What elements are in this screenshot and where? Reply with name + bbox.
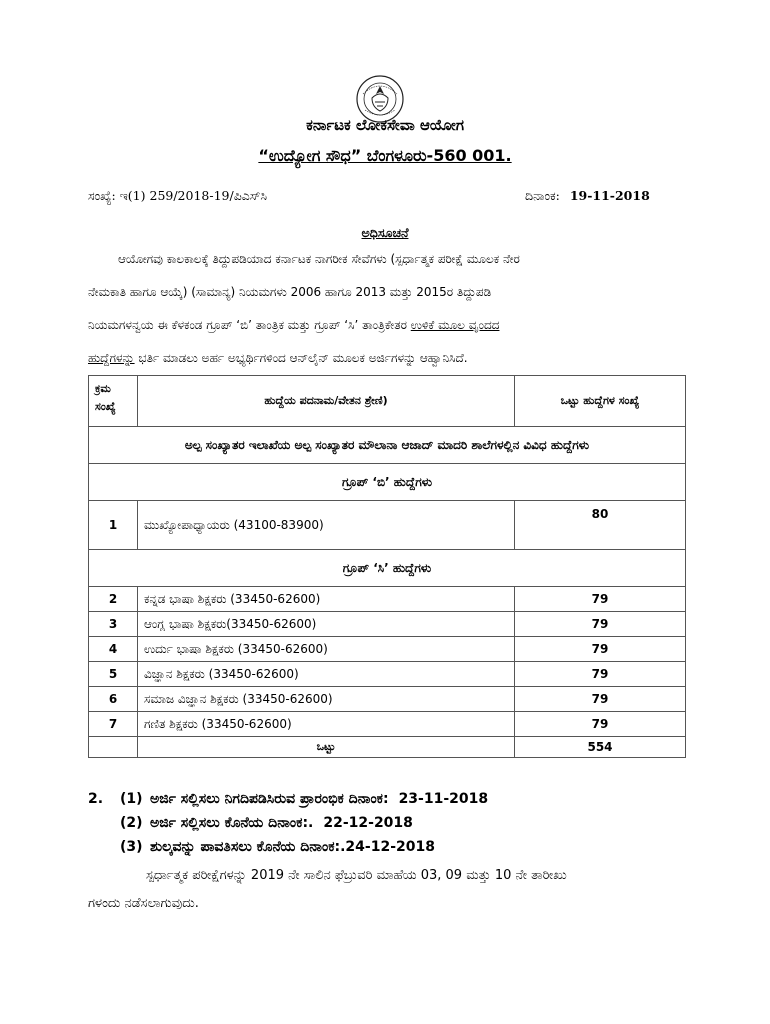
body-line: ನಿಯಮಗಳನ್ವಯ ಈ ಕೆಳಕಂಡ ಗ್ರೂಪ್ ‘ಬಿ’ ತಾಂತ್ರಿಕ ಮತ್ತು ಗ್ರೂಪ್ ‘ಸಿ’ ತಾಂತ್ರಿಕೇತರ ಉಳಿಕೆ ಮೂಲ ವೃಂದದ — [88, 318, 500, 332]
reference-number: ಸಂಖ್ಯೆ: ಇ(1) 259/2018-19/ಪಿಎಸ್‌ಸಿ — [88, 188, 268, 203]
body-line: ಹುದ್ದೆಗಳನ್ನು ಭರ್ತಿ ಮಾಡಲು ಅರ್ಹ ಅಭ್ಯರ್ಥಿಗಳಿಂದ ಆನ್‌ಲೈನ್ ಮೂಲಕ ಅರ್ಜಿಗಳನ್ನು ಆಹ್ವಾನಿಸಿದೆ. — [88, 351, 468, 365]
total-label: ಒಟ್ಟು — [138, 737, 515, 758]
organization-name: ಕರ್ನಾಟಕ ಲೋಕಸೇವಾ ಆಯೋಗ — [306, 116, 464, 134]
date-value: 19-11-2018 — [569, 188, 650, 203]
important-dates — [88, 788, 488, 860]
last-date-value: 22-12-2018 — [323, 815, 413, 831]
table-row: 5 ವಿಜ್ಞಾನ ಶಿಕ್ಷಕರು (33450-62600) 79 — [89, 662, 686, 687]
posts-table — [88, 375, 686, 758]
date-label: ದಿನಾಂಕ: — [525, 188, 560, 203]
fee-date-value: 24-12-2018 — [345, 839, 435, 855]
table-row: 1 ಮುಖ್ಯೋಪಾಧ್ಯಾಯರು (43100-83900) 80 — [89, 501, 686, 550]
table-row: 2 ಕನ್ನಡ ಭಾಷಾ ಶಿಕ್ಷಕರು (33450-62600) 79 — [89, 587, 686, 612]
table-header-row — [89, 376, 686, 427]
start-date-value: 23-11-2018 — [398, 791, 489, 807]
header-post-name: ಹುದ್ದೆಯ ಪದನಾಮ/ವೇತನ ಶ್ರೇಣಿ) — [138, 376, 515, 427]
table-row: 6 ಸಮಾಜ ವಿಜ್ಞಾನ ಶಿಕ್ಷಕರು (33450-62600) 79 — [89, 687, 686, 712]
table-row: 3 ಆಂಗ್ಲ ಭಾಷಾ ಶಿಕ್ಷಕರು(33450-62600) 79 — [89, 612, 686, 637]
date-item: (3) ಶುಲ್ಕವನ್ನು ಪಾವತಿಸಲು ಕೊನೆಯ ದಿನಾಂಕ:.24-12-2018 — [120, 839, 435, 855]
date-item: (2) ಅರ್ಜಿ ಸಲ್ಲಿಸಲು ಕೊನೆಯ ದಿನಾಂಕ:. 22-12-2018 — [120, 815, 413, 831]
exam-note: ಸ್ಪರ್ಧಾತ್ಮಕ ಪರೀಕ್ಷೆಗಳನ್ನು 2019 ನೇ ಸಾಲಿನ ಫೆಬ್ರುವರಿ ಮಾಹೆಯ 03, 09 ಮತ್ತು 10 ನೇ ತಾರೀಖು ಗಳಂದು ನಡೆಸಲಾಗುವುದು. — [88, 868, 567, 911]
body-line: ಆಯೋಗವು ಕಾಲಕಾಲಕ್ಕೆ ತಿದ್ದುಪಡಿಯಾದ ಕರ್ನಾಟಕ ನಾಗರೀಕ ಸೇವೆಗಳು (ಸ್ಪರ್ಧಾತ್ಮಕ ಪರೀಕ್ಷೆ ಮೂಲಕ ನೇರ — [118, 252, 520, 266]
group-b-row: ಗ್ರೂಪ್ ‘ಬಿ’ ಹುದ್ದೆಗಳು — [89, 464, 686, 501]
header-post-count: ಒಟ್ಟು ಹುದ್ದೆಗಳ ಸಂಖ್ಯೆ — [515, 376, 686, 427]
organization-address: “ಉದ್ಯೋಗ ಸೌಧ” ಬೆಂಗಳೂರು-560 001. — [258, 146, 512, 165]
table-row: 4 ಉರ್ದು ಭಾಷಾ ಶಿಕ್ಷಕರು (33450-62600) 79 — [89, 637, 686, 662]
total-row — [89, 737, 686, 758]
date-item: 2. (1) ಅರ್ಜಿ ಸಲ್ಲಿಸಲು ನಿಗದಿಪಡಿಸಿರುವ ಪ್ರಾರಂಭಿಕ ದಿನಾಂಕ: 23-11-2018 — [88, 791, 489, 807]
total-value: 554 — [515, 737, 686, 758]
notification-title: ಅಧಿಸೂಚನೆ — [361, 225, 409, 240]
notification-body — [88, 243, 684, 375]
table-row: 7 ಗಣಿತ ಶಿಕ್ಷಕರು (33450-62600) 79 — [89, 712, 686, 737]
body-line: ನೇಮಕಾತಿ ಹಾಗೂ ಆಯ್ಕೆ) (ಸಾಮಾನ್ಯ) ನಿಯಮಗಳು 2006 ಹಾಗೂ 2013 ಮತ್ತು 2015ರ ತಿದ್ದುಪಡಿ — [88, 285, 492, 299]
document-date — [525, 188, 650, 204]
department-row: ಅಲ್ಪ ಸಂಖ್ಯಾತರ ಇಲಾಖೆಯ ಅಲ್ಪ ಸಂಖ್ಯಾತರ ಮೌಲಾನಾ ಆಜಾದ್ ಮಾದರಿ ಶಾಲೆಗಳಲ್ಲಿನ ವಿವಿಧ ಹುದ್ದೆಗಳು — [89, 427, 686, 464]
group-c-row: ಗ್ರೂಪ್ ‘ಸಿ’ ಹುದ್ದೆಗಳು — [89, 550, 686, 587]
header-sl-no: ಕ್ರಮ ಸಂಖ್ಯೆ — [89, 376, 138, 427]
